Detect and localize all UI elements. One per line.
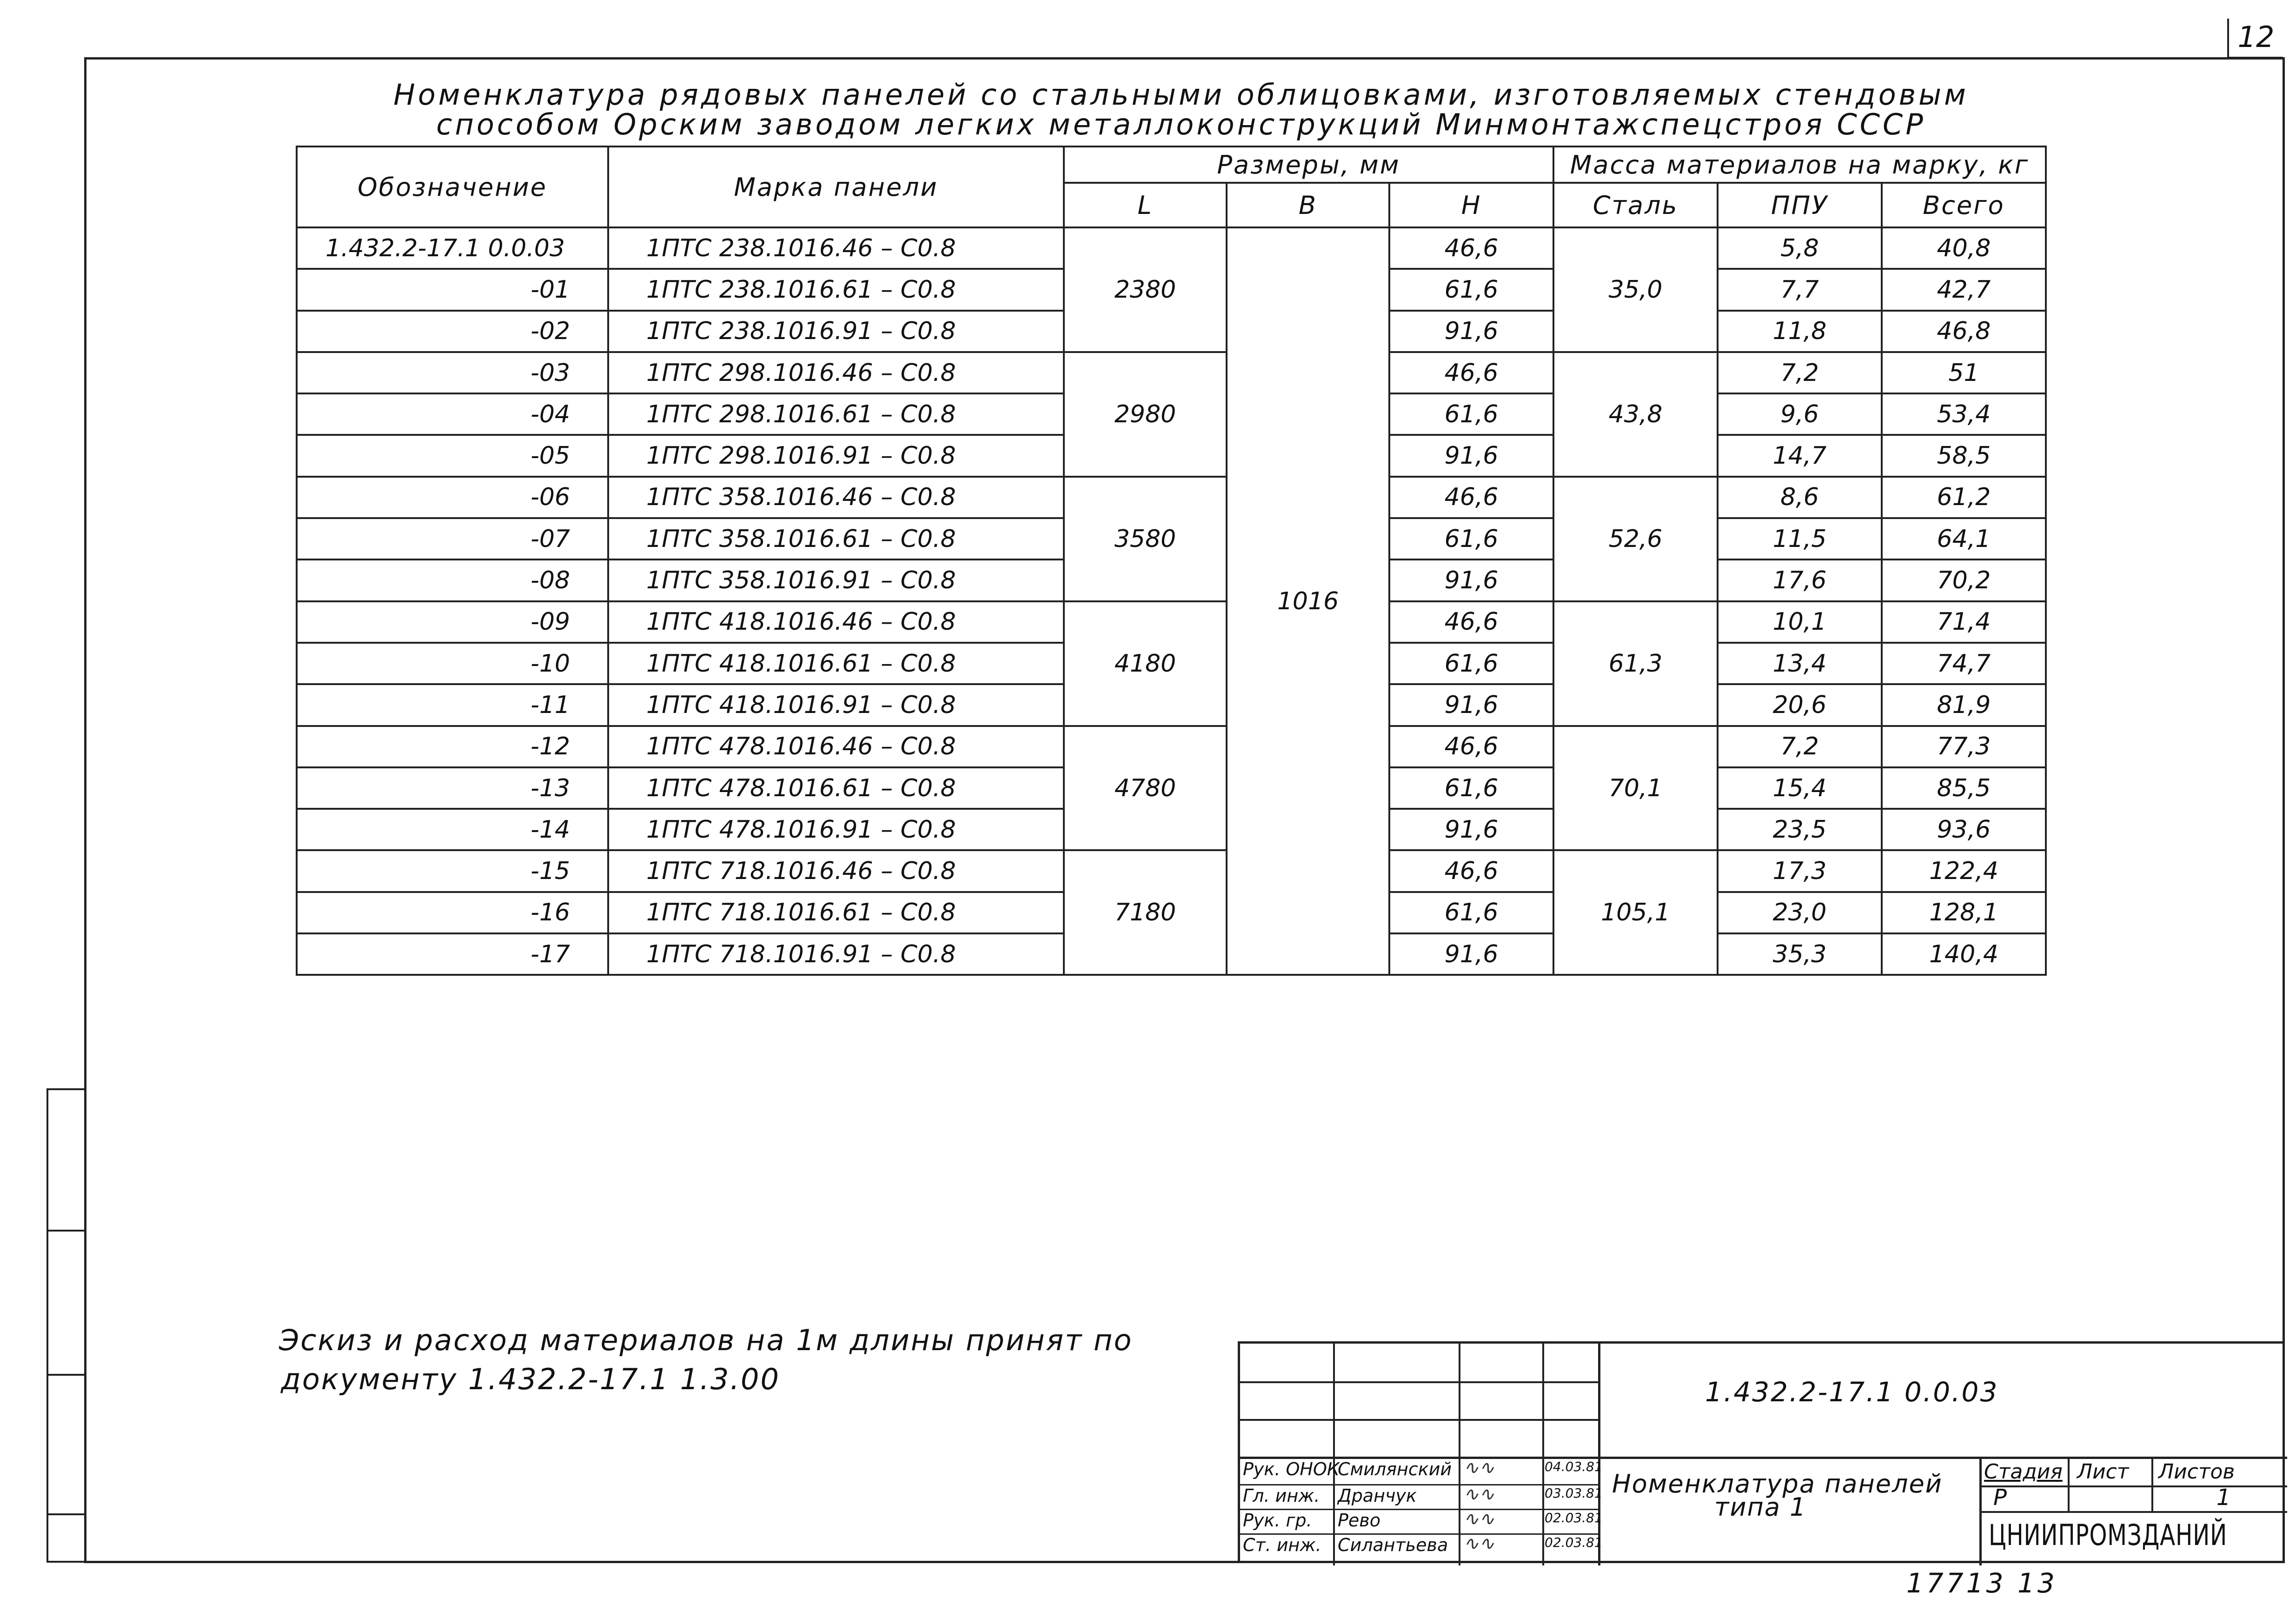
cell-designation: -17 [297,933,608,975]
cell-height-H: 61,6 [1389,892,1553,933]
header-dimensions: Размеры, мм [1064,147,1553,183]
table-title [298,80,2064,140]
header-designation: Обозначение [297,147,608,227]
cell-designation: -13 [297,767,608,809]
cell-total-mass: 61,2 [1882,477,2046,518]
nomenclature-table-body [297,227,2046,975]
cell-height-H: 46,6 [1389,601,1553,643]
cell-total-mass: 71,4 [1882,601,2046,643]
stamp-sheet-label: Лист [2077,1460,2129,1484]
cell-total-mass: 42,7 [1882,269,2046,310]
cell-height-H: 46,6 [1389,726,1553,767]
cell-ppu-mass: 13,4 [1718,643,1882,684]
stamp-doc-code: 1.432.2-17.1 0.0.03 [1705,1376,1999,1408]
header-L: L [1064,183,1227,227]
header-total: Всего [1882,183,2046,227]
cell-mark: 1ПТС 298.1016.46 – С0.8 [608,352,1064,393]
signature-icon: ∿∿ [1463,1484,1495,1505]
cell-total-mass: 140,4 [1882,933,2046,975]
table-row [297,352,2046,393]
signer-date: 02.03.81 [1545,1535,1603,1550]
cell-mark: 1ПТС 418.1016.91 – С0.8 [608,684,1064,726]
cell-designation: -16 [297,892,608,933]
cell-mark: 1ПТС 478.1016.91 – С0.8 [608,809,1064,850]
cell-total-mass: 40,8 [1882,227,2046,269]
cell-total-mass: 81,9 [1882,684,2046,726]
cell-steel-mass: 61,3 [1553,601,1718,726]
signer-date: 04.03.81 [1545,1459,1603,1474]
stamp-line [1333,1344,1335,1565]
note [279,1321,1133,1399]
stamp-sheets-value: 1 [2216,1485,2231,1511]
cell-ppu-mass: 23,5 [1718,809,1882,850]
cell-height-H: 61,6 [1389,393,1553,435]
cell-mark: 1ПТС 478.1016.46 – С0.8 [608,726,1064,767]
footer-code: 17713 13 [1906,1567,2057,1599]
cell-height-H: 91,6 [1389,684,1553,726]
cell-mark: 1ПТС 718.1016.61 – С0.8 [608,892,1064,933]
cell-steel-mass: 43,8 [1553,352,1718,477]
cell-designation: -08 [297,559,608,601]
cell-designation: 1.432.2-17.1 0.0.03 [297,227,608,269]
signer-role: Ст. инж. [1243,1535,1321,1555]
cell-length-L: 2380 [1064,227,1227,352]
table-row [297,227,2046,269]
cell-height-H: 91,6 [1389,933,1553,975]
cell-ppu-mass: 7,2 [1718,726,1882,767]
stamp-line [1542,1344,1544,1565]
cell-total-mass: 64,1 [1882,518,2046,559]
cell-ppu-mass: 11,5 [1718,518,1882,559]
header-H: Н [1389,183,1553,227]
stamp-sheets-label: Листов [2158,1460,2235,1484]
title-block [1238,1341,2285,1563]
cell-ppu-mass: 10,1 [1718,601,1882,643]
table-row [297,850,2046,892]
cell-total-mass: 85,5 [1882,767,2046,809]
header-mark: Марка панели [608,147,1064,227]
cell-ppu-mass: 14,7 [1718,435,1882,476]
cell-designation: -12 [297,726,608,767]
cell-total-mass: 128,1 [1882,892,2046,933]
stamp-line [1979,1511,2287,1513]
cell-mark: 1ПТС 718.1016.91 – С0.8 [608,933,1064,975]
title-line-2: способом Орским заводом легких металлоконструкций Минмонтажспецстроя СССР [436,107,1926,141]
cell-total-mass: 46,8 [1882,311,2046,352]
cell-designation: -05 [297,435,608,476]
header-mass: Масса материалов на марку, кг [1553,147,2046,183]
cell-height-H: 91,6 [1389,435,1553,476]
table-row [297,601,2046,643]
cell-mark: 1ПТС 298.1016.91 – С0.8 [608,435,1064,476]
cell-ppu-mass: 17,6 [1718,559,1882,601]
signer-date: 02.03.81 [1545,1510,1603,1525]
page-number: 12 [2227,19,2283,59]
cell-height-H: 46,6 [1389,850,1553,892]
cell-height-H: 91,6 [1389,311,1553,352]
cell-mark: 1ПТС 418.1016.46 – С0.8 [608,601,1064,643]
stamp-line [1979,1485,2287,1487]
title-line-1: Номенклатура рядовых панелей со стальными облицовками, изготовляемых стендовым [393,78,1969,112]
stamp-line [1459,1344,1460,1565]
cell-length-L: 2980 [1064,352,1227,477]
cell-steel-mass: 70,1 [1553,726,1718,851]
cell-total-mass: 53,4 [1882,393,2046,435]
cell-designation: -10 [297,643,608,684]
cell-mark: 1ПТС 238.1016.91 – С0.8 [608,311,1064,352]
cell-mark: 1ПТС 718.1016.46 – С0.8 [608,850,1064,892]
cell-ppu-mass: 20,6 [1718,684,1882,726]
cell-steel-mass: 52,6 [1553,477,1718,601]
stamp-line [2068,1457,2070,1511]
stamp-doc-name-1: Номенклатура панелей [1612,1469,1943,1498]
signer-name: Смилянский [1338,1459,1452,1479]
header-steel: Сталь [1553,183,1718,227]
cell-ppu-mass: 35,3 [1718,933,1882,975]
stamp-stage-value: Р [1993,1485,2007,1511]
cell-designation: -07 [297,518,608,559]
cell-height-H: 46,6 [1389,352,1553,393]
header-ppu: ППУ [1718,183,1882,227]
cell-mark: 1ПТС 418.1016.61 – С0.8 [608,643,1064,684]
cell-designation: -03 [297,352,608,393]
cell-height-H: 61,6 [1389,269,1553,310]
signer-role: Гл. инж. [1243,1485,1320,1506]
cell-designation: -01 [297,269,608,310]
margin-cell [48,1230,86,1376]
cell-designation: -14 [297,809,608,850]
stamp-stage-label: Стадия [1984,1460,2063,1484]
cell-designation: -11 [297,684,608,726]
cell-total-mass: 77,3 [1882,726,2046,767]
stamp-line [1598,1344,1600,1565]
cell-ppu-mass: 11,8 [1718,311,1882,352]
cell-total-mass: 70,2 [1882,559,2046,601]
signature-icon: ∿∿ [1463,1533,1495,1554]
stamp-organization: ЦНИИПРОМЗДАНИЙ [1989,1518,2228,1552]
signature-icon: ∿∿ [1463,1508,1495,1530]
cell-mark: 1ПТС 358.1016.46 – С0.8 [608,477,1064,518]
signature-icon: ∿∿ [1463,1457,1495,1478]
cell-ppu-mass: 17,3 [1718,850,1882,892]
cell-steel-mass: 105,1 [1553,850,1718,975]
cell-height-H: 61,6 [1389,643,1553,684]
cell-designation: -04 [297,393,608,435]
cell-height-H: 61,6 [1389,767,1553,809]
stamp-line [2151,1457,2153,1511]
nomenclature-table [296,146,2047,976]
cell-height-H: 46,6 [1389,477,1553,518]
note-line-1: Эскиз и расход материалов на 1м длины принят по [279,1323,1133,1357]
header-B: В [1227,183,1389,227]
cell-height-H: 46,6 [1389,227,1553,269]
cell-ppu-mass: 23,0 [1718,892,1882,933]
cell-total-mass: 51 [1882,352,2046,393]
stamp-line [1240,1419,1598,1421]
cell-length-L: 3580 [1064,477,1227,601]
cell-mark: 1ПТС 238.1016.61 – С0.8 [608,269,1064,310]
cell-ppu-mass: 5,8 [1718,227,1882,269]
signer-role: Рук. гр. [1243,1510,1312,1531]
margin-cell [48,1374,86,1515]
cell-ppu-mass: 7,2 [1718,352,1882,393]
table-row [297,726,2046,767]
binding-margin-strip [46,1088,86,1563]
cell-mark: 1ПТС 298.1016.61 – С0.8 [608,393,1064,435]
cell-height-H: 91,6 [1389,809,1553,850]
signer-name: Силантьева [1338,1535,1448,1555]
cell-designation: -02 [297,311,608,352]
cell-mark: 1ПТС 238.1016.46 – С0.8 [608,227,1064,269]
note-line-2: документу 1.432.2-17.1 1.3.00 [281,1362,780,1396]
margin-cell [48,1090,86,1232]
cell-mark: 1ПТС 358.1016.91 – С0.8 [608,559,1064,601]
cell-length-L: 7180 [1064,850,1227,975]
cell-designation: -15 [297,850,608,892]
cell-ppu-mass: 7,7 [1718,269,1882,310]
cell-total-mass: 122,4 [1882,850,2046,892]
cell-length-L: 4780 [1064,726,1227,851]
signer-role: Рук. ОНОК [1243,1459,1340,1479]
table-row [297,477,2046,518]
cell-total-mass: 58,5 [1882,435,2046,476]
cell-ppu-mass: 9,6 [1718,393,1882,435]
signer-date: 03.03.81 [1545,1485,1603,1501]
stamp-line [1240,1381,1598,1383]
cell-width-B: 1016 [1227,227,1389,975]
cell-length-L: 4180 [1064,601,1227,726]
cell-designation: -09 [297,601,608,643]
cell-height-H: 91,6 [1389,559,1553,601]
cell-mark: 1ПТС 478.1016.61 – С0.8 [608,767,1064,809]
cell-designation: -06 [297,477,608,518]
cell-mark: 1ПТС 358.1016.61 – С0.8 [608,518,1064,559]
signer-name: Дранчук [1338,1485,1417,1506]
signer-name: Рево [1338,1510,1380,1531]
cell-total-mass: 74,7 [1882,643,2046,684]
cell-total-mass: 93,6 [1882,809,2046,850]
stamp-doc-name-2: типа 1 [1714,1492,1807,1522]
cell-height-H: 61,6 [1389,518,1553,559]
cell-steel-mass: 35,0 [1553,227,1718,352]
cell-ppu-mass: 8,6 [1718,477,1882,518]
cell-ppu-mass: 15,4 [1718,767,1882,809]
